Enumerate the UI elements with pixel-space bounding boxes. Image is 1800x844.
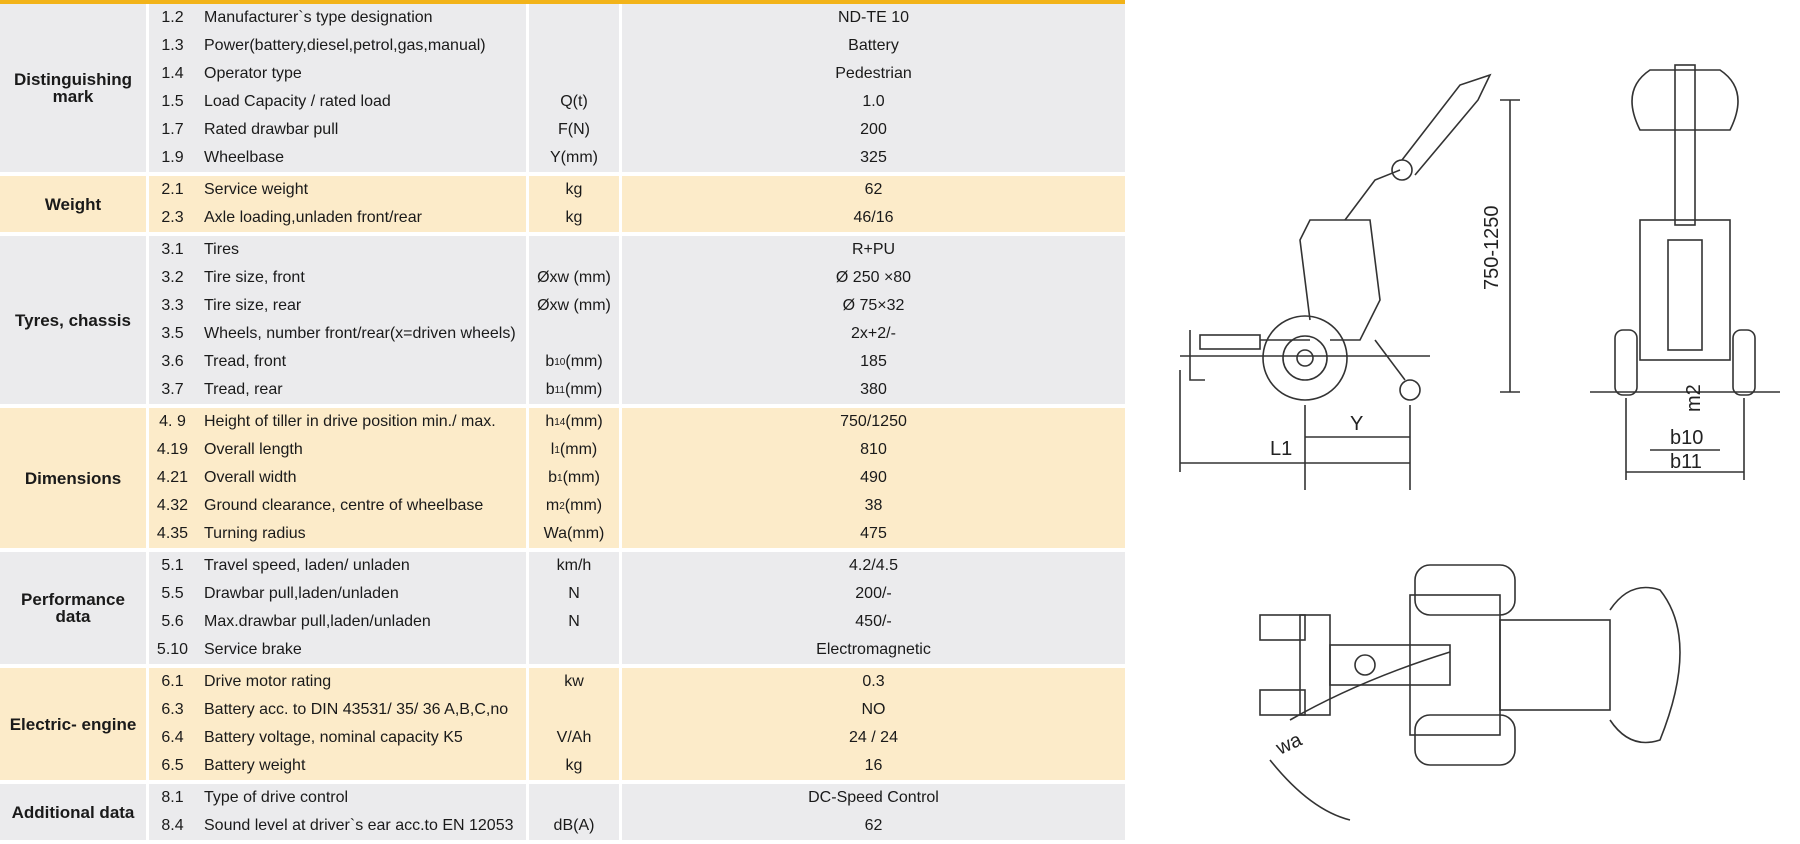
technical-drawings: [1160, 40, 1800, 830]
row-unit: Øxw (mm): [526, 292, 622, 320]
row-description: Rated drawbar pull: [204, 121, 339, 138]
row-value: Battery: [848, 37, 899, 54]
row-unit: dB(A): [526, 812, 622, 840]
front-tread-front-label: b10: [1670, 427, 1704, 449]
side-view-drawing: [1180, 75, 1520, 490]
group-name: Dimensions: [24, 468, 122, 488]
spec-row: [146, 520, 1125, 548]
group-name: Distinguishing mark: [13, 70, 133, 106]
drawings-svg: [1160, 40, 1800, 830]
row-unit: [526, 784, 622, 812]
group-name: Weight: [44, 194, 102, 214]
row-number: 1.5: [146, 88, 196, 116]
spec-row: [146, 724, 1125, 752]
top-turning-radius-label: wa: [1272, 728, 1306, 760]
row-number: 4.21: [146, 464, 196, 492]
row-number: 1.9: [146, 144, 196, 172]
row-description: Manufacturer`s type designation: [204, 9, 433, 26]
spec-row: [146, 784, 1125, 812]
group-rows: [146, 4, 1125, 172]
row-unit: F(N): [526, 116, 622, 144]
row-value: 475: [860, 525, 887, 542]
row-description: Battery voltage, nominal capacity K5: [204, 729, 463, 746]
row-number: 6.5: [146, 752, 196, 780]
row-description: Wheels, number front/rear(x=driven wheels): [204, 325, 516, 342]
row-value: DC-Speed Control: [808, 789, 939, 806]
row-description: Battery acc. to DIN 43531/ 35/ 36 A,B,C,no: [204, 701, 509, 718]
row-description: Service weight: [204, 181, 309, 198]
row-unit: l 1 (mm): [526, 436, 622, 464]
row-unit: b 1 (mm): [526, 464, 622, 492]
row-description: Drawbar pull,laden/unladen: [204, 585, 399, 602]
row-number: 2.1: [146, 176, 196, 204]
row-number: 4.19: [146, 436, 196, 464]
row-value: 200/-: [855, 585, 892, 602]
row-unit: kg: [526, 204, 622, 232]
spec-row: [146, 348, 1125, 376]
row-unit: V/Ah: [526, 724, 622, 752]
row-number: 5.6: [146, 608, 196, 636]
row-number: 1.2: [146, 4, 196, 32]
row-number: 6.1: [146, 668, 196, 696]
row-unit: km/h: [526, 552, 622, 580]
row-number: 4. 9: [146, 408, 196, 436]
row-value: Electromagnetic: [816, 641, 931, 658]
row-description: Tire size, front: [204, 269, 305, 286]
spec-row: [146, 204, 1125, 232]
spec-row: [146, 320, 1125, 348]
row-description: Overall width: [204, 469, 297, 486]
row-value: 24 / 24: [849, 729, 898, 746]
row-unit: [526, 320, 622, 348]
row-unit: Q(t): [526, 88, 622, 116]
group-rows: [146, 784, 1125, 840]
row-description: Travel speed, laden/ unladen: [204, 557, 410, 574]
row-value: 38: [864, 497, 883, 514]
spec-group: [0, 176, 1125, 236]
row-description: Max.drawbar pull,laden/unladen: [204, 613, 431, 630]
row-value: Ø 75×32: [842, 297, 905, 314]
row-number: 3.2: [146, 264, 196, 292]
group-rows: [146, 552, 1125, 664]
spec-group: [0, 236, 1125, 408]
spec-row: [146, 752, 1125, 780]
row-value: NO: [861, 701, 886, 718]
row-description: Battery weight: [204, 757, 306, 774]
row-number: 8.4: [146, 812, 196, 840]
row-description: Height of tiller in drive position min./ max.: [204, 413, 496, 430]
row-number: 3.6: [146, 348, 196, 376]
spec-group: [0, 408, 1125, 552]
row-number: 2.3: [146, 204, 196, 232]
row-unit: Wa(mm): [526, 520, 622, 548]
row-value: 810: [860, 441, 887, 458]
group-name: Electric- engine: [9, 714, 137, 734]
row-description: Tire size, rear: [204, 297, 302, 314]
spec-group: [0, 4, 1125, 176]
spec-group: [0, 552, 1125, 668]
row-number: 4.32: [146, 492, 196, 520]
spec-row: [146, 88, 1125, 116]
row-unit: kg: [526, 176, 622, 204]
row-unit: N: [526, 608, 622, 636]
row-value: 4.2/4.5: [849, 557, 898, 574]
row-unit: [526, 236, 622, 264]
row-value: 380: [860, 381, 887, 398]
row-description: Overall length: [204, 441, 303, 458]
row-number: 6.3: [146, 696, 196, 724]
row-description: Service brake: [204, 641, 302, 658]
spec-row: [146, 668, 1125, 696]
row-value: 450/-: [855, 613, 892, 630]
spec-row: [146, 60, 1125, 88]
row-number: 5.1: [146, 552, 196, 580]
row-description: Operator type: [204, 65, 302, 82]
spec-row: [146, 236, 1125, 264]
group-name: Tyres, chassis: [15, 310, 131, 330]
row-number: 6.4: [146, 724, 196, 752]
row-number: 4.35: [146, 520, 196, 548]
row-description: Power(battery,diesel,petrol,gas,manual): [204, 37, 486, 54]
row-value: 490: [860, 469, 887, 486]
row-value: ND-TE 10: [837, 9, 910, 26]
row-value: 0.3: [862, 673, 885, 690]
spec-row: [146, 812, 1125, 840]
spec-row: [146, 4, 1125, 32]
row-unit: h 14 (mm): [526, 408, 622, 436]
spec-row: [146, 464, 1125, 492]
group-name: Performance data: [21, 590, 125, 626]
spec-row: [146, 376, 1125, 404]
front-view-drawing: [1590, 65, 1780, 480]
row-description: Sound level at driver`s ear acc.to EN 12053: [204, 817, 514, 834]
row-unit: [526, 4, 622, 32]
group-rows: [146, 236, 1125, 404]
group-rows: [146, 668, 1125, 780]
row-value: Pedestrian: [835, 65, 912, 82]
row-number: 1.4: [146, 60, 196, 88]
spec-row: [146, 636, 1125, 664]
spec-row: [146, 608, 1125, 636]
row-unit: Y(mm): [526, 144, 622, 172]
row-value: 2x+2/-: [851, 325, 896, 342]
row-description: Tread, front: [204, 353, 287, 370]
row-unit: [526, 60, 622, 88]
row-description: Ground clearance, centre of wheelbase: [204, 497, 484, 514]
spec-row: [146, 696, 1125, 724]
row-description: Tread, rear: [204, 381, 283, 398]
row-description: Axle loading,unladen front/rear: [204, 209, 422, 226]
row-value: 750/1250: [840, 413, 907, 430]
row-number: 3.5: [146, 320, 196, 348]
row-number: 3.1: [146, 236, 196, 264]
spec-row: [146, 552, 1125, 580]
group-rows: [146, 408, 1125, 548]
row-unit: b 11 (mm): [526, 376, 622, 404]
spec-row: [146, 264, 1125, 292]
row-value: 62: [864, 817, 883, 834]
spec-row: [146, 436, 1125, 464]
spec-row: [146, 32, 1125, 60]
row-description: Drive motor rating: [204, 673, 332, 690]
row-number: 5.10: [146, 636, 196, 664]
spec-row: [146, 408, 1125, 436]
row-description: Wheelbase: [204, 149, 285, 166]
spec-groups: [0, 4, 1125, 844]
top-view-drawing: [1260, 565, 1680, 820]
row-value: 16: [864, 757, 883, 774]
row-number: 1.3: [146, 32, 196, 60]
row-unit: b 10 (mm): [526, 348, 622, 376]
row-unit: [526, 32, 622, 60]
row-number: 3.7: [146, 376, 196, 404]
row-value: 1.0: [862, 93, 885, 110]
side-height-label: 750-1250: [1481, 205, 1503, 290]
row-value: 325: [860, 149, 887, 166]
group-rows: [146, 176, 1125, 232]
spec-row: [146, 144, 1125, 172]
row-unit: [526, 696, 622, 724]
row-unit: Øxw (mm): [526, 264, 622, 292]
row-description: Tires: [204, 241, 239, 258]
side-wheelbase-label: Y: [1350, 413, 1364, 435]
group-name: Additional data: [11, 802, 135, 822]
row-value: 62: [864, 181, 883, 198]
row-value: Ø 250 ×80: [835, 269, 912, 286]
row-unit: [526, 636, 622, 664]
spec-group: [0, 668, 1125, 784]
spec-group: [0, 784, 1125, 844]
row-number: 1.7: [146, 116, 196, 144]
row-value: 200: [860, 121, 887, 138]
row-value: 185: [860, 353, 887, 370]
row-value: R+PU: [851, 241, 896, 258]
row-number: 8.1: [146, 784, 196, 812]
spec-row: [146, 176, 1125, 204]
spec-row: [146, 116, 1125, 144]
row-number: 5.5: [146, 580, 196, 608]
row-unit: m 2 (mm): [526, 492, 622, 520]
row-unit: N: [526, 580, 622, 608]
row-unit: kg: [526, 752, 622, 780]
row-unit: kw: [526, 668, 622, 696]
row-description: Turning radius: [204, 525, 306, 542]
spec-row: [146, 292, 1125, 320]
side-length-label: L1: [1270, 438, 1293, 460]
spec-row: [146, 492, 1125, 520]
row-description: Load Capacity / rated load: [204, 93, 391, 110]
front-clearance-label: m2: [1683, 384, 1705, 412]
spec-row: [146, 580, 1125, 608]
row-number: 3.3: [146, 292, 196, 320]
row-description: Type of drive control: [204, 789, 349, 806]
row-value: 46/16: [853, 209, 894, 226]
front-tread-rear-label: b11: [1670, 451, 1702, 473]
